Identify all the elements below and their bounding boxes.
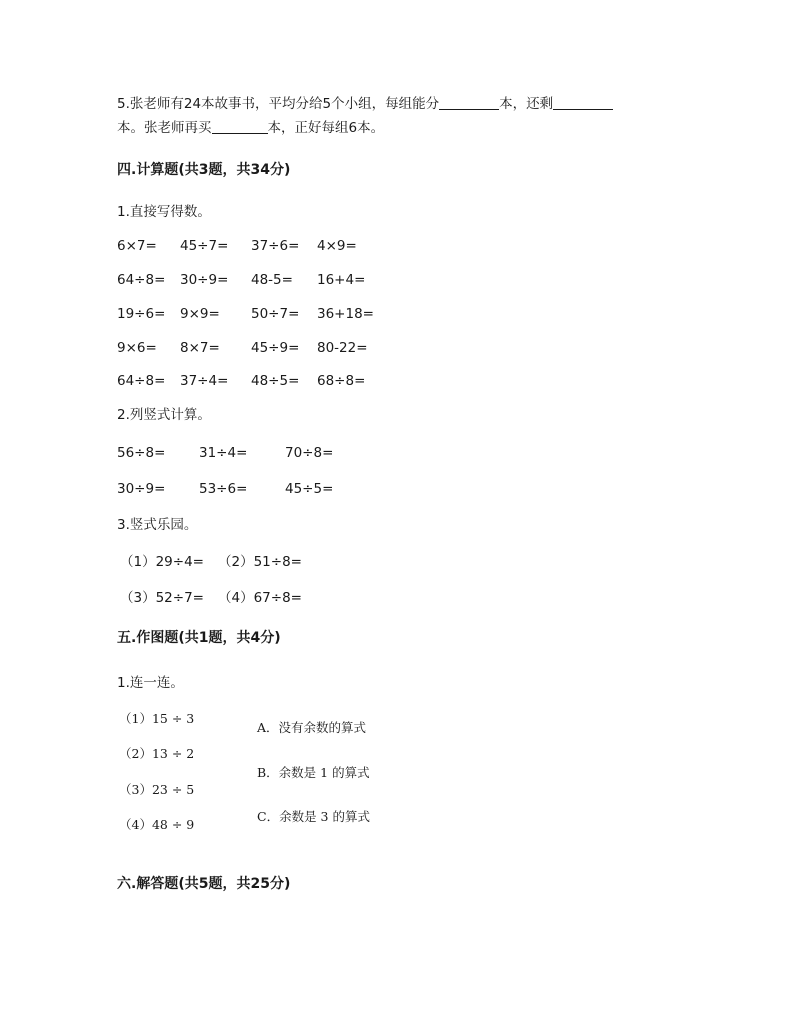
math-expression: 37÷4= [180,373,229,389]
math-expression: （2）51÷8= [218,554,302,570]
match-left-item[interactable]: （2）13 ÷ 2 [119,746,195,761]
math-expression: 48÷5= [251,373,300,389]
answer-blank[interactable] [212,119,268,134]
math-expression: 68÷8= [317,373,366,389]
question-title: 1.连一连。 [117,675,184,691]
math-expression: （3）52÷7= [120,590,204,606]
math-expression: 4×9= [317,238,357,254]
q5-text: 本，还剩 [499,96,554,112]
math-expression: 50÷7= [251,306,300,322]
match-right-item[interactable]: B．余数是 1 的算式 [257,765,370,780]
q5-text: 本。张老师再买 [117,120,212,136]
q5-line-1 [117,94,613,114]
math-expression: 8×7= [180,340,220,356]
math-expression: 37÷6= [251,238,300,254]
answer-blank[interactable] [439,95,499,110]
math-expression: 45÷9= [251,340,300,356]
match-left-item[interactable]: （3）23 ÷ 5 [119,782,195,797]
match-left-item[interactable]: （4）48 ÷ 9 [119,817,195,832]
match-right-item[interactable]: A．没有余数的算式 [257,720,367,735]
match-right-item[interactable]: C．余数是 3 的算式 [257,809,370,824]
math-expression: 45÷5= [285,481,334,497]
section-heading: 四.计算题(共3题，共34分) [117,162,291,178]
math-expression: 9×6= [117,340,157,356]
math-expression: 9×9= [180,306,220,322]
match-left-item[interactable]: （1）15 ÷ 3 [119,711,195,726]
math-expression: 80-22= [317,340,368,356]
math-expression: 30÷9= [180,272,229,288]
math-expression: 45÷7= [180,238,229,254]
question-title: 1.直接写得数。 [117,204,211,220]
q5-text: 本，正好每组6本。 [267,120,385,136]
math-expression: 70÷8= [285,445,334,461]
math-expression: 16+4= [317,272,366,288]
math-expression: 36+18= [317,306,374,322]
answer-blank[interactable] [553,95,613,110]
math-expression: 56÷8= [117,445,166,461]
math-expression: 19÷6= [117,306,166,322]
math-expression: 53÷6= [199,481,248,497]
section-heading: 六.解答题(共5题，共25分) [117,876,291,892]
math-expression: 64÷8= [117,373,166,389]
question-title: 2.列竖式计算。 [117,407,211,423]
math-expression: 48-5= [251,272,293,288]
math-expression: 64÷8= [117,272,166,288]
math-expression: 6×7= [117,238,157,254]
math-expression: （4）67÷8= [218,590,302,606]
math-expression: （1）29÷4= [120,554,204,570]
section-heading: 五.作图题(共1题，共4分) [117,630,281,646]
math-expression: 31÷4= [199,445,248,461]
q5-text: 5.张老师有24本故事书，平均分给5个小组，每组能分 [117,96,440,112]
question-title: 3.竖式乐园。 [117,517,198,533]
math-expression: 30÷9= [117,481,166,497]
q5-line-2 [117,118,384,138]
